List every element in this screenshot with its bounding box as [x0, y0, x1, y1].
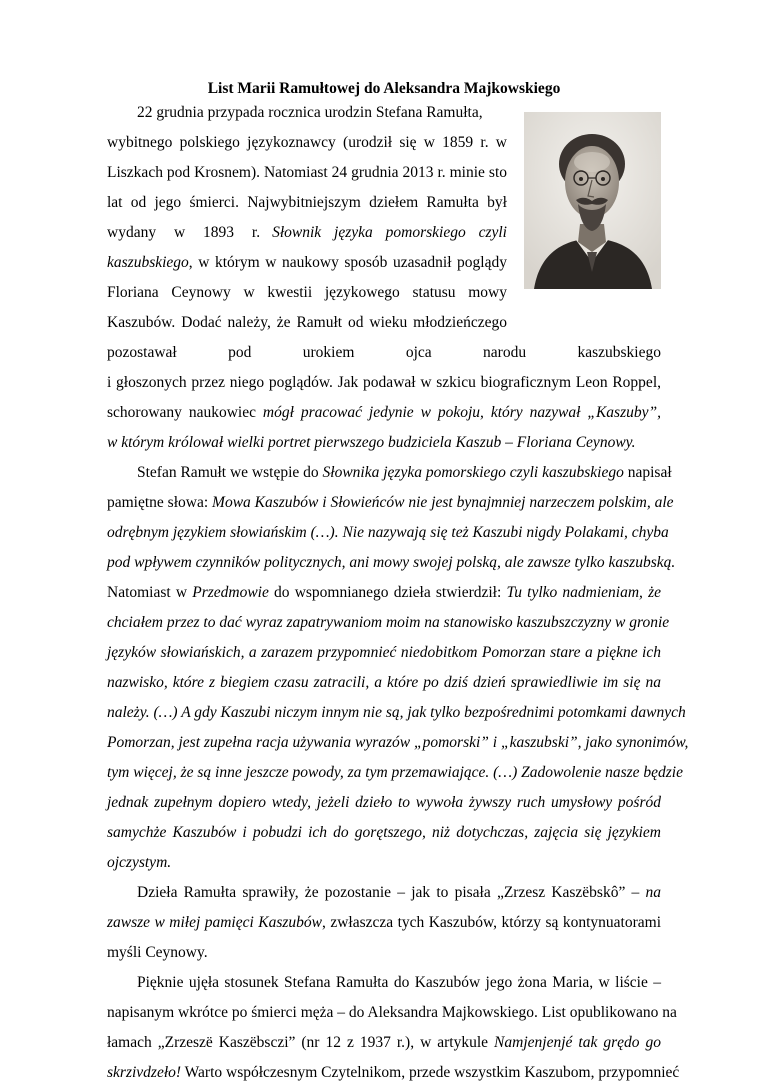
book-title: Słownik języka pomorskiego czyli — [272, 224, 507, 241]
quote: ojczystym. — [107, 854, 172, 871]
article-title: Namjenjenjé tak grędo go — [494, 1034, 661, 1051]
text-line: wybitnego polskiego językoznawcy (urodził się w 1859 r. w — [107, 134, 507, 151]
word: ojca — [405, 344, 432, 361]
text-line — [107, 398, 661, 428]
text-line — [107, 638, 661, 668]
text-span: Dzieła Ramułta sprawiły, że pozostanie – jak to pisała „Zrzesz Kaszëbskô” – — [137, 884, 646, 901]
quote: jednak zupełnym dopiero wtedy, jeżeli dzieło to wywoła żywszy ruch umysłowy pośród — [107, 794, 661, 811]
text-line: Liszkach pod Krosnem). Natomiast 24 grudnia 2013 r. minie sto — [107, 164, 507, 181]
text-span: napisał — [623, 464, 672, 481]
text-line — [107, 848, 661, 878]
text-line — [107, 548, 676, 578]
text-line: Pięknie ujęła stosunek Stefana Ramułta do Kaszubów jego żona Maria, w liście – — [137, 974, 661, 991]
text-span: łamach „Zrzeszë Kaszëbsczi” (nr 12 z 1937 r.), w artykule — [107, 1034, 495, 1051]
quote: w którym królował wielki portret pierwszego budziciela Kaszub – Floriana Ceynowy. — [107, 434, 636, 451]
text-line — [107, 488, 674, 518]
text-span: wydany w 1893 r. — [107, 224, 261, 241]
paragraph-1-continued — [107, 338, 689, 1088]
text-span: , w którym w naukowy sposób uzasadnił poglądy — [188, 254, 507, 271]
text-line — [107, 218, 507, 248]
word: narodu — [483, 344, 527, 361]
word: pozostawał — [107, 344, 177, 361]
quote: Pomorzan, jest zupełna racja używania wyrazów „pomorski” i „kaszubski”, jako synonimów, — [107, 734, 689, 751]
quote: pod wpływem czynników politycznych, ani mowy swojej polską, ale zawsze tylko kaszubską. — [107, 554, 676, 571]
text-line — [107, 698, 686, 728]
quote: mógł pracować jedynie w pokoju, który nazywał „Kaszuby”, — [262, 404, 661, 421]
article-title: skrzivdzeło! — [107, 1064, 182, 1081]
text-span: schorowany naukowiec — [107, 404, 263, 421]
quote: na — [645, 884, 661, 901]
text-line: 22 grudnia przypada rocznica urodzin Stefana Ramułta, — [137, 104, 483, 121]
text-span: pamiętne słowa: — [107, 494, 213, 511]
text-line — [107, 458, 672, 488]
text-span: , zwłaszcza tych Kaszubów, którzy są kontynuatorami — [322, 914, 662, 931]
quote: chciałem przez to dać wyraz zapatrywaniom moim na stanowisko kaszubszczyzny w gronie — [107, 614, 670, 631]
quote: odrębnym językiem słowiańskim (…). Nie nazywają się też Kaszubi nigdy Polakami, chyba — [107, 524, 669, 541]
text-line — [107, 518, 669, 548]
text-span: Stefan Ramułt we wstępie do — [137, 464, 323, 481]
text-line — [107, 1028, 661, 1058]
paragraph-1 — [107, 98, 507, 338]
text-line: lat od jego śmierci. Najwybitniejszym dziełem Ramułta był — [107, 194, 507, 211]
quote: języków słowiańskich, a zarazem przypomnieć niedobitkom Pomorzan stare a piękne ich — [107, 644, 661, 661]
text-span: Natomiast w — [107, 584, 193, 601]
text-line — [107, 758, 683, 788]
text-line — [107, 668, 661, 698]
quote: należy. (…) A gdy Kaszubi niczym innym nie są, jak tylko bezpośrednimi potomkami dawnych — [107, 704, 686, 721]
word: kaszubskiego — [577, 344, 661, 361]
text-line — [107, 818, 661, 848]
text-line: i głoszonych przez niego poglądów. Jak podawał w szkicu biograficznym Leon Roppel, — [107, 374, 661, 391]
document-title: List Marii Ramułtowej do Aleksandra Majkowskiego — [207, 80, 561, 97]
text-line — [107, 248, 507, 278]
text-line — [107, 608, 670, 638]
quote: nazwisko, które z biegiem czasu zatracili, a które po dziś dzień sprawiedliwie im się na — [107, 674, 661, 691]
book-title: kaszubskiego — [107, 254, 189, 271]
quote: samychże Kaszubów i pobudzi ich do gorętszego, niż dotychczas, zajęcia się językiem — [107, 824, 661, 841]
text-line: napisanym wkrótce po śmierci męża – do Aleksandra Majkowskiego. List opublikowano na — [107, 1004, 677, 1021]
book-title: Słownika języka pomorskiego czyli kaszubskiego — [322, 464, 624, 481]
text-line — [107, 908, 661, 938]
portrait-photo — [524, 112, 661, 289]
text-line: Kaszubów. Dodać należy, że Ramułt od wieku młodzieńczego — [107, 314, 507, 331]
quote: Tu tylko nadmieniam, że — [506, 584, 662, 601]
word: pod — [228, 344, 252, 361]
text-line — [107, 428, 661, 458]
text-line — [107, 788, 661, 818]
quote: tym więcej, że są inne jeszcze powody, za tym przemawiające. (…) Zadowolenie nasze będzie — [107, 764, 683, 781]
text-line — [107, 878, 661, 908]
text-span: do wspomnianego dzieła stwierdził: — [268, 584, 507, 601]
text-line: myśli Ceynowy. — [107, 944, 208, 961]
text-span: Warto współczesnym Czytelnikom, przede wszystkim Kaszubom, przypomnieć — [181, 1064, 680, 1081]
portrait-illustration — [524, 112, 661, 289]
quote: zawsze w miłej pamięci Kaszubów — [107, 914, 322, 931]
text-line — [107, 728, 689, 758]
quote: Mowa Kaszubów i Słowieńców nie jest bynajmniej narzeczem polskim, ale — [212, 494, 674, 511]
book-title: Przedmowie — [192, 584, 269, 601]
text-line — [107, 1058, 680, 1088]
text-line — [107, 338, 661, 368]
text-line: Floriana Ceynowy w kwestii językowego statusu mowy — [107, 284, 507, 301]
word: urokiem — [302, 344, 355, 361]
text-line — [107, 578, 661, 608]
